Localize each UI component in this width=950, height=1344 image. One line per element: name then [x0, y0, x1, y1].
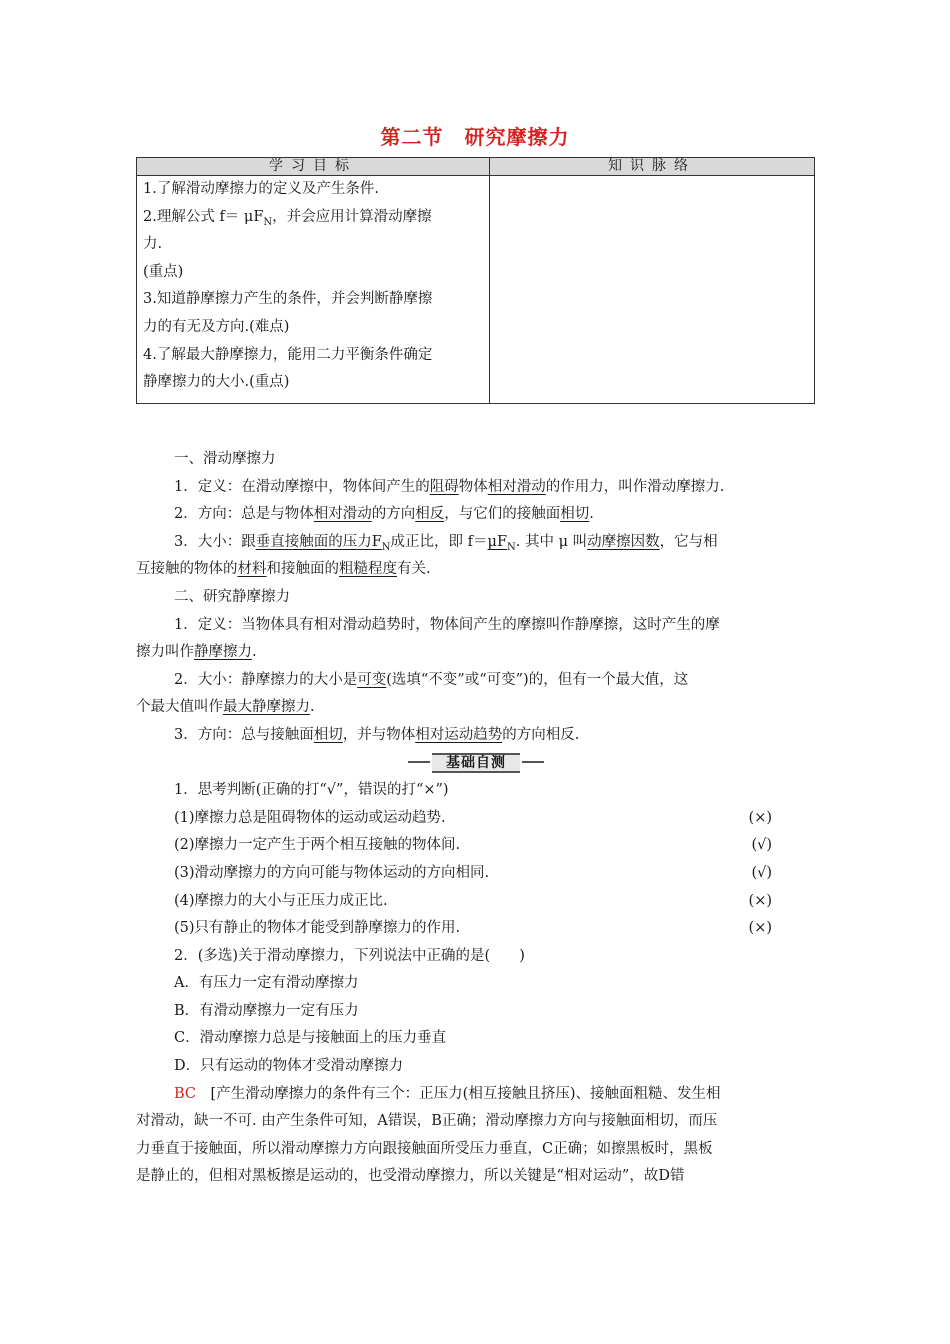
paragraph: 1．定义：当物体具有相对滑动趋势时，物体间产生的摩擦叫作静摩擦，这时产生的摩 [174, 616, 720, 633]
option: B．有滑动摩擦力一定有压力 [174, 1002, 359, 1019]
main-content [136, 446, 816, 1191]
objective-line: 1.了解滑动摩擦力的定义及产生条件. [143, 181, 379, 197]
knowledge-map-header: 知识脉络 [490, 158, 815, 176]
option: D．只有运动的物体才受滑动摩擦力 [174, 1058, 404, 1075]
option: A．有压力一定有滑动摩擦力 [174, 975, 359, 992]
paragraph: 擦力叫作静摩擦力. [136, 644, 257, 661]
question-stem: 2．(多选)关于滑动摩擦力，下列说法中正确的是( ) [174, 947, 525, 964]
option: C．滑动摩擦力总是与接触面上的压力垂直 [174, 1030, 447, 1047]
paragraph: 3．大小：跟垂直接触面的压力$F_N$成正比，即 $f=\mu F_N$. 其中 μ 叫动摩擦因数，它与相 [174, 533, 718, 553]
section-heading: 二、研究静摩擦力 [174, 588, 290, 605]
objective-line: 3.知道静摩擦力产生的条件，并会判断静摩擦 [143, 291, 433, 308]
objective-line: 静摩擦力的大小.(重点) [143, 374, 290, 391]
judgment-item: (3)滑动摩擦力的方向可能与物体运动的方向相同. (√) [174, 864, 772, 881]
explanation-line: 对滑动，缺一不可. 由产生条件可知，A错误，B正确；滑动摩擦力方向与接触面相切，而压 [136, 1113, 718, 1130]
answer-explanation: BC [产生滑动摩擦力的条件有三个：正压力(相互接触且挤压)、接触面粗糙、发生相 [174, 1085, 721, 1102]
banner-label: 基础自测 [432, 753, 520, 773]
section-banner [136, 750, 816, 778]
paragraph: 2．方向：总是与物体相对滑动的方向相反，与它们的接触面相切. [174, 506, 594, 523]
objective-line: 力的有无及方向.(难点) [143, 318, 290, 335]
objective-line: 力. [143, 236, 163, 253]
judgment-item: (1)摩擦力总是阻碍物体的运动或运动趋势. (×) [174, 809, 772, 826]
objective-line: (重点) [143, 263, 184, 280]
paragraph: 互接触的物体的材料和接触面的粗糙程度有关. [136, 561, 431, 578]
objectives-cell [137, 176, 490, 404]
question-stem: 1．思考判断(正确的打“√”，错误的打“×”) [174, 782, 449, 799]
paragraph: 1．定义：在滑动摩擦中，物体间产生的阻碍物体相对滑动的作用力，叫作滑动摩擦力. [174, 478, 725, 495]
objectives-table [136, 157, 815, 404]
objective-line: 4.了解最大静摩擦力，能用二力平衡条件确定 [143, 346, 433, 363]
judgment-item: (5)只有静止的物体才能受到静摩擦力的作用. (×) [174, 920, 772, 937]
paragraph: 2．大小：静摩擦力的大小是可变(选填“不变”或“可变”)的，但有一个最大值，这 [174, 671, 689, 688]
paragraph: 3．方向：总与接触面相切，并与物体相对运动趋势的方向相反. [174, 726, 580, 743]
objective-line: 2.理解公式 $f= \mu F_N$，并会应用计算滑动摩擦 [143, 208, 432, 228]
knowledge-map-cell [490, 176, 815, 404]
explanation-line: 力垂直于接触面，所以滑动摩擦力方向跟接触面所受压力垂直，C正确；如擦黑板时，黑板 [136, 1140, 713, 1157]
objectives-header: 学习目标 [137, 158, 490, 176]
section-heading: 一、滑动摩擦力 [174, 451, 276, 467]
paragraph: 个最大值叫作最大静摩擦力. [136, 699, 315, 716]
judgment-item: (4)摩擦力的大小与正压力成正比. (×) [174, 892, 772, 909]
judgment-item: (2)摩擦力一定产生于两个相互接触的物体间. (√) [174, 837, 772, 854]
answer-key: BC [174, 1085, 197, 1102]
page-title: 第二节 研究摩擦力 [380, 125, 570, 149]
explanation-line: 是静止的，但相对黑板擦是运动的，也受滑动摩擦力，所以关键是“相对运动”，故D错 [136, 1168, 685, 1185]
